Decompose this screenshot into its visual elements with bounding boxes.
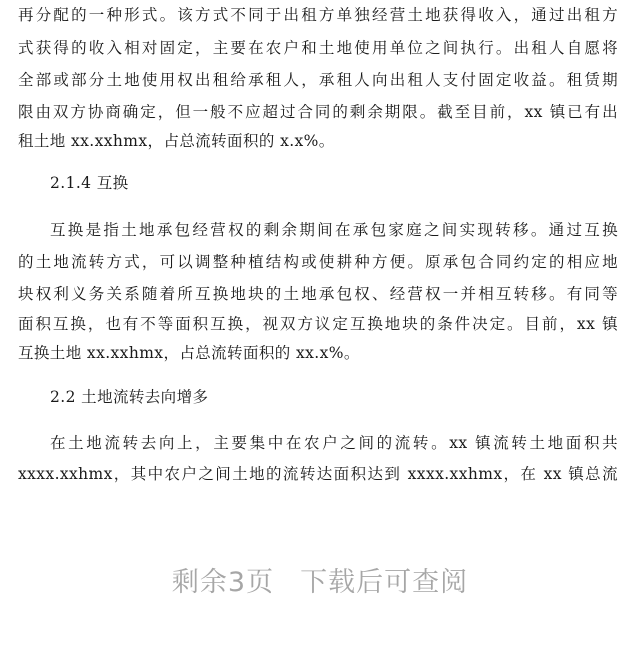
paragraph-line: 全部或部分土地使用权出租给承租人，承租人向出租人支付固定收益。租赁期	[18, 71, 618, 89]
download-prompt-text: 下载后可查阅	[300, 567, 469, 598]
paragraph-line: 再分配的一种形式。该方式不同于出租方单独经营土地获得收入，通过出租方	[18, 6, 618, 24]
remaining-pages-text: 剩余3页	[171, 567, 275, 598]
section-heading: 2.2 土地流转去向增多	[50, 388, 209, 406]
paragraph-line: 的土地流转方式，可以调整种植结构或使耕种方便。原承包合同约定的相应地	[18, 253, 618, 271]
paragraph-line: 式获得的收入相对固定，主要在农户和土地使用单位之间执行。出租人自愿将	[18, 39, 618, 57]
paragraph-line: xxxx.xxhmx，其中农户之间土地的流转达面积达到 xxxx.xxhmx，在 xx 镇总流	[18, 465, 618, 483]
paragraph-line: 租土地 xx.xxhmx，占总流转面积的 x.x%。	[18, 132, 335, 150]
paragraph-line: 限由双方协商确定，但一般不应超过合同的剩余期限。截至目前，xx 镇已有出	[18, 103, 618, 121]
paragraph-line: 面积互换，也有不等面积互换，视双方议定互换地块的条件决定。目前，xx 镇	[18, 315, 618, 333]
paragraph-line: 互换是指土地承包经营权的剩余期间在承包家庭之间实现转移。通过互换	[50, 221, 618, 239]
remaining-pages-banner[interactable]	[0, 565, 640, 601]
paragraph-line: 块权利义务关系随着所互换地块的土地承包权、经营权一并相互转移。有同等	[18, 285, 618, 303]
paragraph-line: 在土地流转去向上，主要集中在农户之间的流转。xx 镇流转土地面积共	[50, 434, 618, 452]
paragraph-line: 互换土地 xx.xxhmx，占总流转面积的 xx.x%。	[18, 344, 360, 362]
section-heading: 2.1.4 互换	[50, 174, 129, 192]
